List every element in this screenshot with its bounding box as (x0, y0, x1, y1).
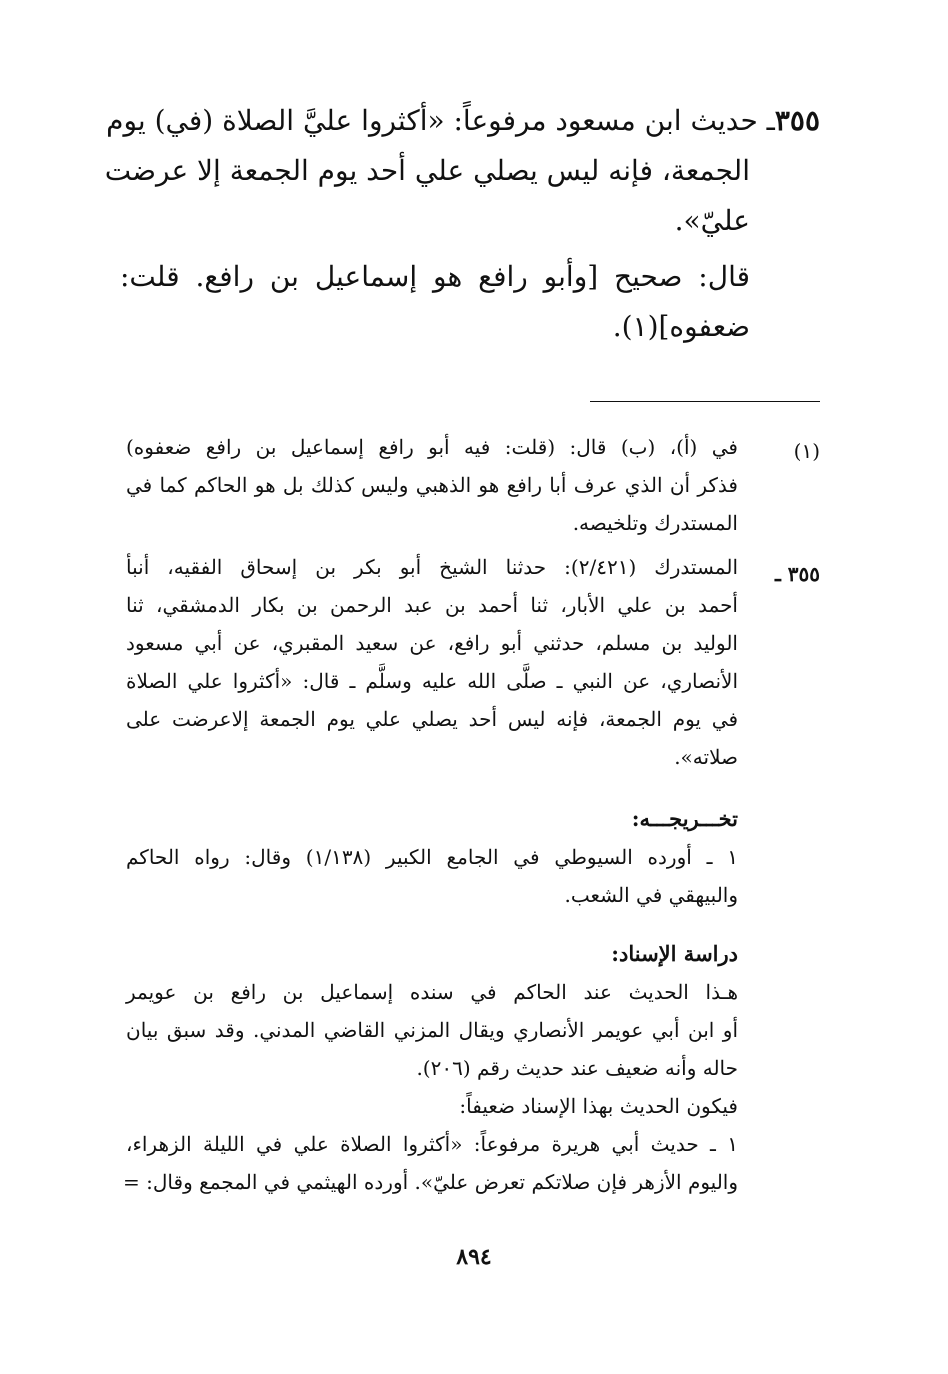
note-line: الأنصاري، عن النبي ـ صلَّى الله عليه وسلَّم ـ قال: «أكثروا علي الصلاة (126, 669, 738, 693)
isnad-line: ١ ـ حديث أبي هريرة مرفوعاً: «أكثروا الصلاة علي في الليلة الزهراء، (126, 1132, 738, 1156)
footnote-divider (590, 401, 820, 402)
isnad-heading: دراسة الإسناد: (611, 941, 738, 966)
footnote-1 (126, 428, 738, 542)
hadith-entry-line: عليّ». (674, 204, 750, 237)
isnad-line: هـذا الحديث عند الحاكم في سنده إسماعيل بن رافع بن عويمر (126, 980, 738, 1004)
takhrij-line: ١ ـ أورده السيوطي في الجامع الكبير (١/١٣٨) وقال: رواه الحاكم (126, 845, 738, 869)
footnote-line: في (أ)، (ب) قال: (قلت: فيه أبو رافع إسماعيل بن رافع ضعفوه) (126, 435, 738, 459)
isnad-section (123, 935, 738, 1201)
note-line: المستدرك (٢/٤٢١): حدثنا الشيخ أبو بكر بن إسحاق الفقيه، أنبأ (126, 555, 738, 579)
note-355 (126, 548, 738, 776)
note-line: الوليد بن مسلم، حدثني أبو رافع، عن سعيد المقبري، عن أبي مسعود (126, 631, 738, 655)
hadith-text: ـ حديث ابن مسعود مرفوعاً: «أكثروا عليَّ الصلاة (في) يوم (106, 104, 775, 137)
isnad-line: فيكون الحديث بهذا الإسناد ضعيفاً: (459, 1094, 738, 1118)
isnad-line: أو ابن أبي عويمر الأنصاري ويقال المزني القاضي المدني. وقد سبق بيان (126, 1018, 738, 1042)
page-number: ٨٩٤ (456, 1244, 492, 1270)
note-line: أحمد بن علي الأبار، ثنا أحمد بن عبد الرحمن بن بكار الدمشقي، ثنا (126, 593, 738, 617)
footnote-marker: (١) (793, 439, 820, 463)
hadith-entry-line: ضعفوه](١). (612, 310, 750, 343)
hadith-entry (104, 96, 820, 352)
hadith-entry-line (106, 96, 820, 146)
hadith-entry-line: قال: صحيح [وأبو رافع هو إسماعيل بن رافع. قلت: (120, 260, 750, 293)
isnad-line: واليوم الأزهر فإن صلاتكم تعرض عليّ». أورده الهيثمي في المجمع وقال: = (123, 1170, 738, 1194)
footnote-line: المستدرك وتلخيصه. (572, 511, 738, 535)
takhrij-line: والبيهقي في الشعب. (564, 883, 738, 907)
note-marker: ٣٥٥ ـ (774, 562, 820, 586)
hadith-number: ٣٥٥ (774, 104, 820, 137)
footnote-line: فذكر أن الذي عرف أبا رافع هو الذهبي وليس كذلك بل هو الحاكم كما في (126, 473, 738, 497)
note-line: صلاته». (674, 745, 738, 769)
takhrij-section (126, 800, 738, 914)
hadith-entry-line: الجمعة، فإنه ليس يصلي علي أحد يوم الجمعة إلا عرضت (104, 154, 750, 187)
note-line: في يوم الجمعة، فإنه ليس أحد يصلي علي يوم الجمعة إلاعرضت على (126, 707, 738, 731)
isnad-line: حاله وأنه ضعيف عند حديث رقم (٢٠٦). (416, 1056, 738, 1080)
takhrij-heading: تخـــريجـــه: (631, 806, 738, 831)
